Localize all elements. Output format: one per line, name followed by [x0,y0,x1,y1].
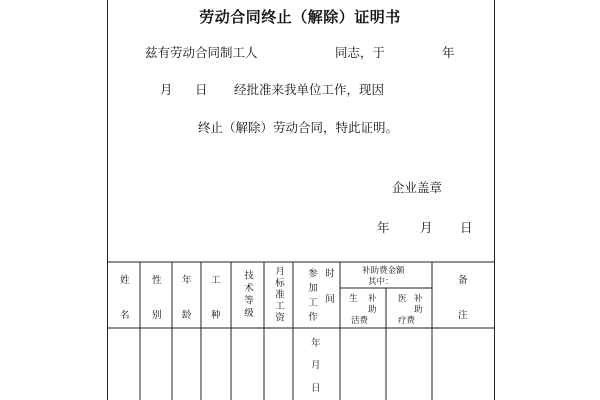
header-age-1: 年 [182,275,192,286]
header-living-2: 补 [368,294,377,304]
header-gender-1: 性 [152,275,162,286]
line1-year: 年 [442,45,455,60]
header-monthly-wage: 月标准工资 [273,266,284,324]
header-work-time-1: 参加工作 [306,268,317,326]
header-name-1: 姓 [120,275,130,286]
header-medical-2: 补 [414,294,423,304]
work-time-month: 月 [311,360,321,371]
header-job-1: 工 [211,275,221,286]
header-living-4: 活费 [351,316,369,326]
work-time-day: 日 [311,383,321,394]
header-subsidy-total: 补助费金额 [362,266,405,276]
header-gender-2: 别 [152,310,162,321]
header-tech-level: 技术等级 [242,270,253,320]
line3-text: 终止（解除）劳动合同，特此证明。 [198,120,399,135]
line1-prefix: 兹有劳动合同制工人 [145,45,258,60]
line1-comrade: 同志，于 [335,45,386,60]
header-subsidy-among: 其中： [368,277,394,287]
header-medical-3: 助 [414,305,423,315]
header-remarks-2: 注 [458,310,468,321]
date-day: 日 [460,220,473,235]
company-seal-label: 企业盖章 [392,180,443,195]
header-work-time-2: 时间 [323,268,334,319]
header-living-3: 助 [368,305,377,315]
header-medical-4: 疗费 [398,316,416,326]
date-month: 月 [420,220,433,235]
date-year: 年 [377,220,390,235]
work-time-year: 年 [311,338,321,349]
header-remarks-1: 备 [458,275,468,286]
header-job-2: 种 [211,310,221,321]
header-age-2: 龄 [182,310,192,321]
header-living-1: 生 [349,294,358,304]
header-medical-1: 医 [398,294,407,304]
line2-month: 月 [160,82,173,97]
document-title: 劳动合同终止（解除）证明书 [199,8,401,26]
header-name-2: 名 [120,310,130,321]
line2-day: 日 [195,82,208,97]
line2-text: 经批准来我单位工作，现因 [234,82,385,97]
